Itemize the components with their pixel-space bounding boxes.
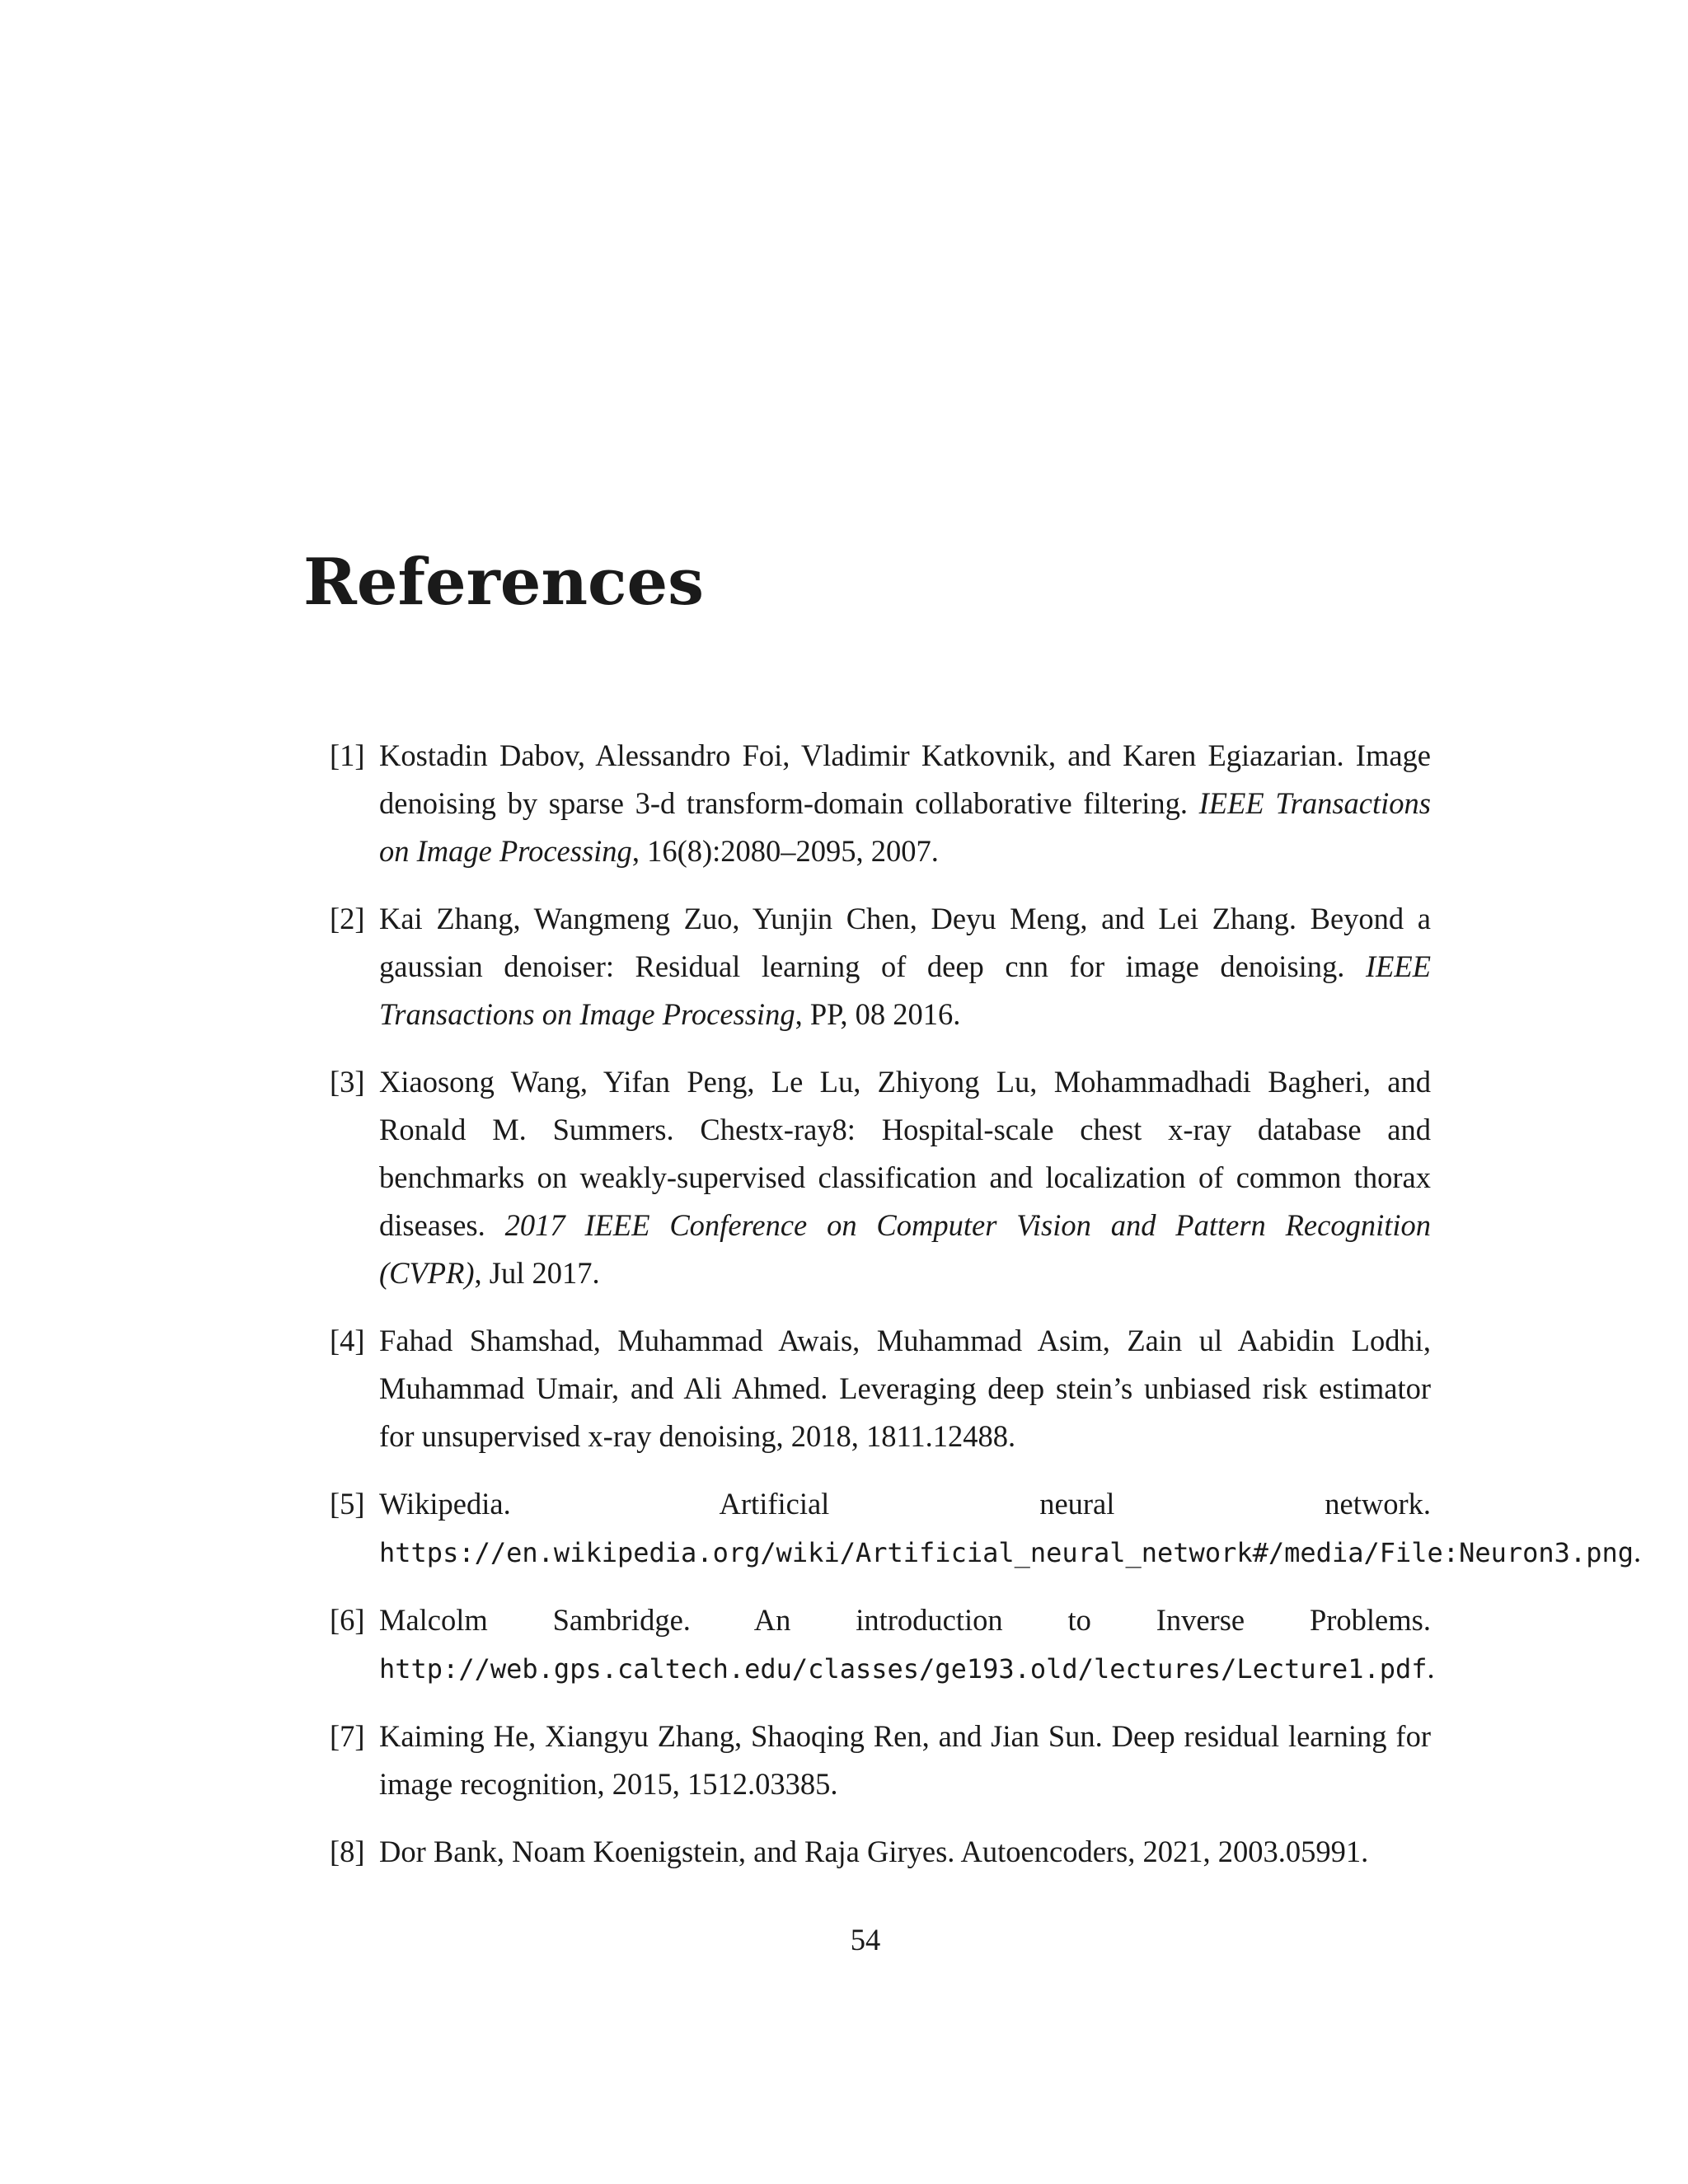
reference-authors: Kostadin Dabov, Alessandro Foi, Vladimir Katkovnik, and Karen Egiazarian. — [379, 738, 1344, 772]
page-title: References — [303, 545, 705, 620]
reference-details: , Jul 2017. — [474, 1256, 600, 1290]
reference-item — [330, 1596, 1435, 1693]
reference-item — [330, 895, 1431, 1038]
reference-authors: Fahad Shamshad, Muhammad Awais, Muhammad Asim, Zain ul Aabidin Lodhi, Muhammad Umair, and Ali Ahmed. — [379, 1324, 1431, 1405]
reference-details: . — [1633, 1535, 1642, 1568]
reference-title: Artificial neural network. — [719, 1487, 1431, 1521]
reference-authors: Wikipedia. — [379, 1487, 511, 1521]
reference-item — [330, 1828, 1431, 1876]
reference-label: [1] — [330, 738, 365, 772]
reference-label: [6] — [330, 1603, 365, 1637]
reference-item — [330, 1713, 1431, 1808]
reference-details: . — [1427, 1651, 1435, 1685]
reference-authors: Kaiming He, Xiangyu Zhang, Shaoqing Ren, and Jian Sun. — [379, 1719, 1103, 1753]
reference-title: An introduction to Inverse Problems. — [753, 1603, 1431, 1637]
reference-venue: IEEE Transactions on Image Processing — [379, 949, 1432, 1031]
reference-title: Chestx-ray8: Hospital-scale chest x-ray database and benchmarks on weakly-supervised classification and localization of common thorax diseases. — [379, 1113, 1432, 1242]
reference-label: [4] — [330, 1324, 365, 1357]
reference-item — [330, 1480, 1642, 1577]
reference-authors: Xiaosong Wang, Yifan Peng, Le Lu, Zhiyong Lu, Mohammadhadi Bagheri, and Ronald M. Summers. — [379, 1065, 1431, 1146]
page-number: 54 — [850, 1923, 881, 1957]
reference-title: Image denoising by sparse 3-d transform-domain collaborative filtering. — [379, 738, 1431, 820]
reference-details: , 16(8):2080–2095, 2007. — [631, 834, 939, 868]
reference-url-link[interactable]: https://en.wikipedia.org/wiki/Artificial_neural_network#/media/File:Neuron3.png — [379, 1537, 1634, 1568]
reference-label: [2] — [330, 902, 365, 935]
reference-url-link[interactable]: http://web.gps.caltech.edu/classes/ge193.old/lectures/Lecture1.pdf — [379, 1653, 1428, 1685]
reference-venue: 2017 IEEE Conference on Computer Vision and Pattern Recognition (CVPR) — [379, 1208, 1432, 1290]
reference-title: Beyond a gaussian denoiser: Residual learning of deep cnn for image denoising. — [379, 902, 1432, 983]
reference-venue: IEEE Transactions on Image Processing — [379, 786, 1431, 868]
reference-item — [330, 1317, 1431, 1460]
reference-item — [330, 1058, 1431, 1297]
reference-title: Deep residual learning for image recognition, 2015, 1512.03385. — [379, 1719, 1431, 1801]
reference-authors: Malcolm Sambridge. — [379, 1603, 691, 1637]
reference-title: Autoencoders, 2021, 2003.05991. — [960, 1835, 1369, 1868]
reference-label: [7] — [330, 1719, 365, 1753]
reference-details: , PP, 08 2016. — [795, 997, 961, 1031]
reference-authors: Kai Zhang, Wangmeng Zuo, Yunjin Chen, Deyu Meng, and Lei Zhang. — [379, 902, 1297, 935]
reference-authors: Dor Bank, Noam Koenigstein, and Raja Giryes. — [379, 1835, 955, 1868]
reference-title: Leveraging deep stein’s unbiased risk estimator for unsupervised x-ray denoising, 2018, 1811.12488. — [379, 1371, 1431, 1453]
reference-list — [330, 732, 1642, 1896]
reference-label: [8] — [330, 1835, 365, 1868]
reference-label: [5] — [330, 1487, 365, 1521]
reference-label: [3] — [330, 1065, 365, 1099]
reference-item — [330, 732, 1431, 875]
